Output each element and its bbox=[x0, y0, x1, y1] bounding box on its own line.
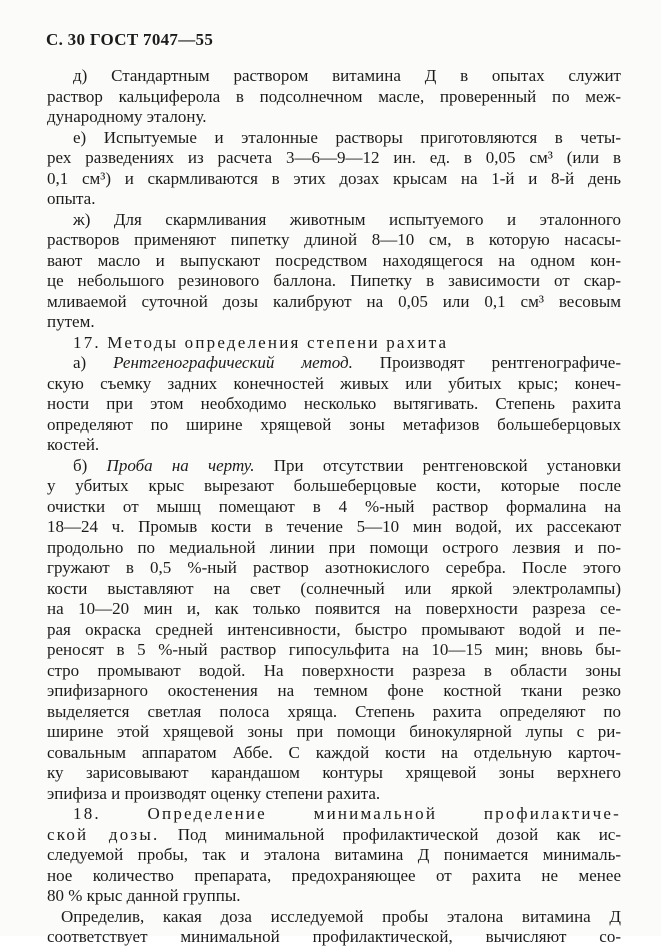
para-17b-line: у убитых крыс вырезают большеберцовые кости, которые после bbox=[47, 476, 621, 495]
para-17a-line: костей. bbox=[47, 435, 100, 454]
para-final-line: соответствует минимальной профилактической, вычисляют со- bbox=[47, 927, 621, 946]
para-17a-line: определяют по ширине хрящевой зоны метафизов большеберцовых bbox=[47, 414, 621, 434]
para-17b-line: на 10—20 мин и, как только появится на поверхности разреза се- bbox=[47, 599, 621, 618]
para-17b-line: ширине этой хрящевой зоны при помощи бинокулярной лупы с ри- bbox=[47, 722, 621, 741]
para-17a-line: скую съемку задних конечностей живых или убитых крыс; конеч- bbox=[47, 373, 621, 393]
para-d-line: раствор кальциферола в подсолнечном масле, проверенный по меж- bbox=[47, 86, 621, 106]
section-18-title-end: ской дозы. bbox=[47, 824, 160, 844]
para-18-line: следуемой пробы, так и эталона витамина Д понимается минималь- bbox=[47, 845, 621, 864]
para-17b-first-line bbox=[47, 456, 621, 477]
para-18-line: ное количество препарата, предохраняющее от рахита не менее bbox=[47, 865, 621, 885]
para-17b-line: кости выставляют на свет (солнечный или яркой электролампы) bbox=[47, 578, 621, 598]
para-zh-line: мливаемой суточной дозы калибруют на 0,05 или 0,1 см³ весовым bbox=[47, 291, 621, 311]
para-17a-line: ности при этом необходимо несколько вытягивать. Степень рахита bbox=[47, 394, 621, 413]
para-zh-line: це небольшого резинового баллона. Пипетку в зависимости от скар- bbox=[47, 271, 621, 290]
para-e-line: рех разведениях из расчета 3—6—9—12 ин. ед. в 0,05 см³ (или в bbox=[47, 148, 621, 167]
para-17b-line: совальным аппаратом Аббе. С каждой кости на отдельную карточ- bbox=[47, 742, 621, 762]
para-18-rest: Под минимальной профилактической дозой как ис- bbox=[159, 824, 622, 844]
para-final-line: Определив, какая доза исследуемой пробы эталона витамина Д bbox=[61, 906, 621, 926]
para-17b-line: эпифиза и производят оценку степени рахита. bbox=[47, 783, 381, 803]
para-zh-line: ж) Для скармливания животным испытуемого и эталонного bbox=[73, 209, 621, 229]
para-17b-line: ку зарисовывают карандашом контуры хрящевой зоны верхнего bbox=[47, 763, 621, 782]
para-17b-label: б) bbox=[73, 455, 107, 475]
para-17b-line: выделяется светлая полоса хряща. Степень рахита определяют по bbox=[47, 701, 621, 721]
para-17a-first-line bbox=[47, 353, 621, 374]
para-d-line: д) Стандартным раствором витамина Д в опытах служит bbox=[73, 66, 621, 85]
para-17b-rest: При отсутствии рентгеновской установки bbox=[254, 455, 622, 475]
section-18-title-cont bbox=[47, 825, 621, 846]
para-17a-rest: Производят рентгенографиче- bbox=[352, 353, 621, 372]
para-e-line: 0,1 см³) и скармливаются в этих дозах крысам на 1-й и 8-й день bbox=[47, 168, 621, 188]
para-e-line: опыта. bbox=[47, 189, 96, 208]
page-header: С. 30 ГОСТ 7047—55 bbox=[46, 30, 214, 49]
para-17b-line: гружают в 0,5 %-ный раствор азотнокислого серебра. После этого bbox=[47, 558, 621, 577]
section-18-title: 18. Определение минимальной профилактиче- bbox=[73, 804, 621, 823]
para-17b-line: продольно по медиальной линии при помощи острого лезвия и по- bbox=[47, 537, 621, 557]
para-17b-line: реносят в 5 %-ный раствор гипосульфита на 10—15 мин; вновь бы- bbox=[47, 640, 621, 659]
para-17b-line: 18—24 ч. Промыв кости в течение 5—10 мин водой, их рассекают bbox=[47, 517, 621, 536]
para-17b-line: очистки от мышц помещают в 4 %-ный раствор формалина на bbox=[47, 496, 621, 516]
para-17b-line: рая окраска средней интенсивности, быстро промывают водой и пе- bbox=[47, 619, 621, 639]
para-zh-line: растворов применяют пипетку длиной 8—10 см, в которую насасы- bbox=[47, 230, 621, 249]
section-17-title: 17. Методы определения степени рахита bbox=[73, 332, 449, 352]
para-17a-label: а) bbox=[73, 353, 114, 372]
method-title-line-test: Проба на черту. bbox=[106, 455, 255, 475]
body-text bbox=[47, 66, 621, 948]
para-17b-line: эпифизарного окостенения на темном фоне костной ткани резко bbox=[47, 681, 621, 700]
para-18-line: 80 % крыс данной группы. bbox=[47, 886, 241, 905]
para-17b-line: стро промывают водой. На поверхности разреза в области зоны bbox=[47, 660, 621, 680]
para-d-line: дународному эталону. bbox=[47, 107, 207, 126]
para-zh-line: путем. bbox=[47, 312, 95, 331]
para-e-line: е) Испытуемые и эталонные растворы приготовляются в четы- bbox=[73, 127, 621, 147]
para-zh-line: вают масло и выпускают посредством находящегося на одном кон- bbox=[47, 250, 621, 270]
method-title-xray: Рентгенографический метод. bbox=[113, 353, 353, 372]
